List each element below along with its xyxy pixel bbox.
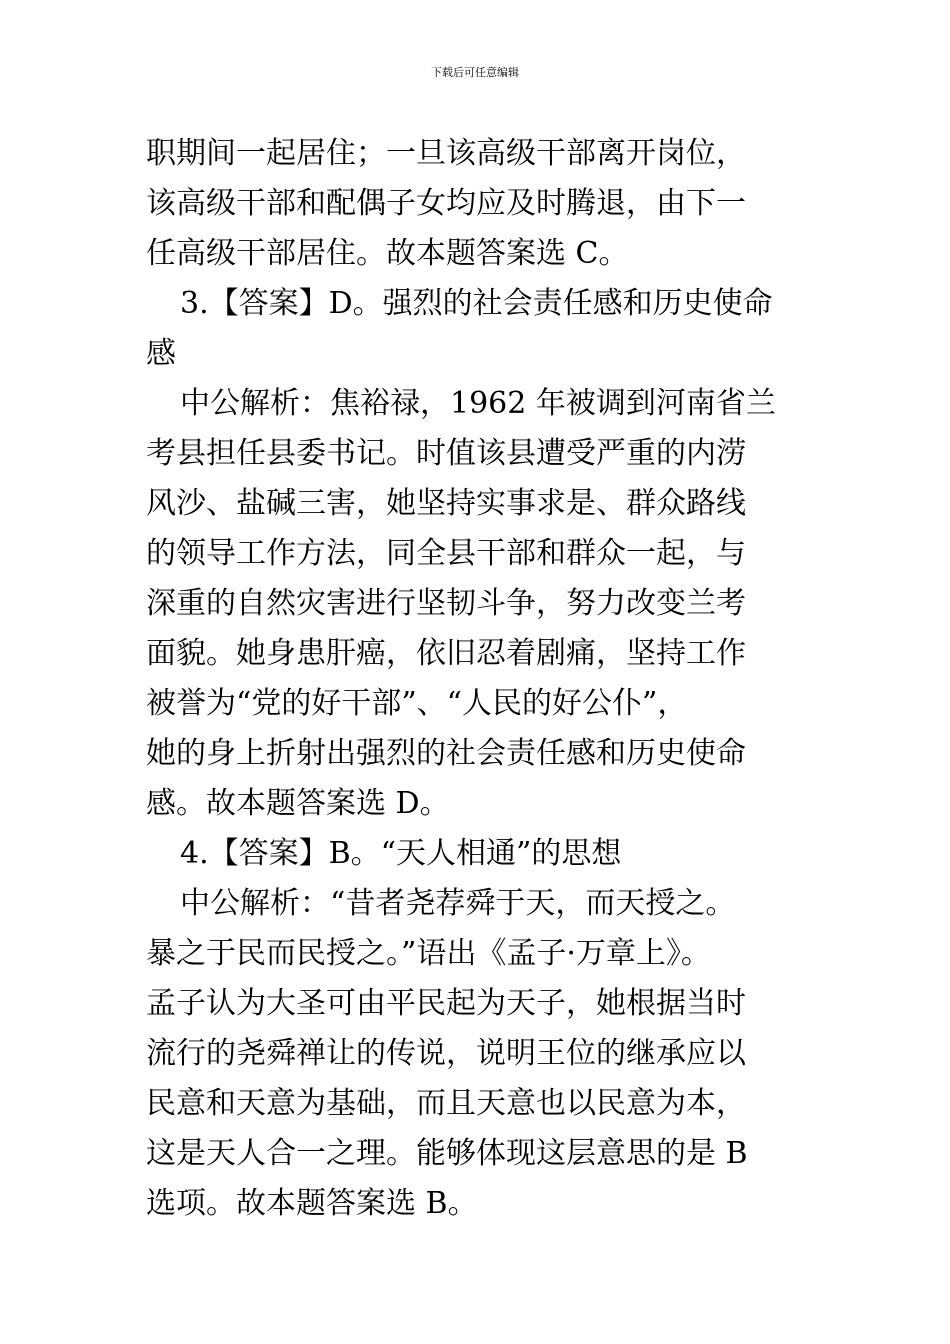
text-line: 深重的自然灾害进行坚韧斗争，努力改变兰考 [146,586,746,621]
text-line: 感 [146,336,176,371]
text-line: 面貌。她身患肝癌，依旧忍着剧痛，坚持工作 [146,636,746,671]
answer-3-heading: 3.【答案】D。强烈的社会责任感和历史使命 [180,286,773,321]
text-line: 感。故本题答案选 D。 [146,786,450,821]
text-line: 该高级干部和配偶子女均应及时腾退，由下一 [146,186,746,221]
text-line: 职期间一起居住；一旦该高级干部离开岗位， [146,136,746,171]
analysis-4-start: 中公解析：“昔者尧荐舜于天，而天授之。 [180,886,736,921]
answer-4-heading: 4.【答案】B。“天人相通”的思想 [180,836,622,871]
analysis-3-start: 中公解析：焦裕禄，1962 年被调到河南省兰 [180,386,776,421]
text-line: 任高级干部居住。故本题答案选 C。 [146,236,629,271]
text-line: 选项。故本题答案选 B。 [146,1186,478,1221]
text-line: 暴之于民而民授之。”语出《孟子·万章上》。 [146,936,711,971]
text-line: 风沙、盐碱三害，她坚持实事求是、群众路线 [146,486,746,521]
text-line: 她的身上折射出强烈的社会责任感和历史使命 [146,736,746,771]
document-body [146,129,836,1229]
text-line: 考县担任县委书记。时值该县遭受严重的内涝 [146,436,746,471]
page-header-note: 下载后可任意编辑 [431,66,519,79]
text-line: 这是天人合一之理。能够体现这层意思的是 B [146,1136,748,1171]
text-line: 民意和天意为基础，而且天意也以民意为本， [146,1086,746,1121]
text-line: 的领导工作方法，同全县干部和群众一起，与 [146,536,746,571]
text-line: 流行的尧舜禅让的传说，说明王位的继承应以 [146,1036,746,1071]
text-line: 孟子认为大圣可由平民起为天子，她根据当时 [146,986,746,1021]
text-line: 被誉为“党的好干部”、“人民的好公仆”， [146,686,688,721]
